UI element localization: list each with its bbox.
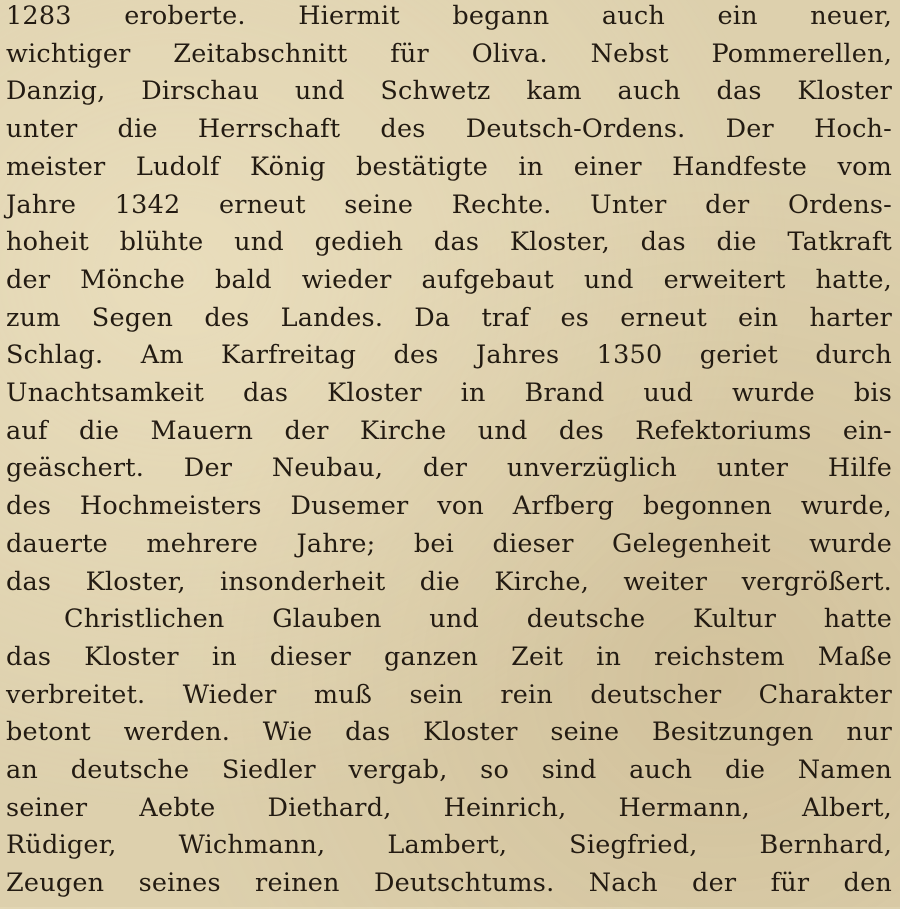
text-line-13: geäschert. Der Neubau, der unverzüglich unter Hilfe (6, 453, 892, 484)
text-line-1: 1283 eroberte. Hiermit begann auch ein neuer, (6, 1, 892, 31)
text-line-5: meister Ludolf König bestätigte in einer Handfeste vom (6, 151, 892, 182)
text-line-3: Danzig, Dirschau und Schwetz kam auch das Kloster (6, 76, 892, 107)
text-line-12: auf die Mauern der Kirche und des Refektoriums ein- (6, 415, 892, 446)
text-line-14: des Hochmeisters Dusemer von Arfberg begonnen wurde, (6, 491, 892, 522)
text-line-10: Schlag. Am Karfreitag des Jahres 1350 geriet durch (6, 340, 892, 371)
text-line-21: an deutsche Siedler vergab, so sind auch die Namen (6, 755, 892, 785)
text-line-16: das Kloster, insonderheit die Kirche, weiter vergrößert. (6, 566, 892, 597)
text-line-19: verbreitet. Wieder muß sein rein deutscher Charakter (6, 679, 892, 710)
text-line-20: betont werden. Wie das Kloster seine Besitzungen nur (6, 717, 892, 748)
text-line-2: wichtiger Zeitabschnitt für Oliva. Nebst Pommerellen, (6, 38, 892, 69)
text-line-6: Jahre 1342 erneut seine Rechte. Unter der Ordens- (6, 189, 892, 220)
text-line-23: Rüdiger, Wichmann, Lambert, Siegfried, Bernhard, (6, 830, 892, 861)
text-line-15: dauerte mehrere Jahre; bei dieser Gelegenheit wurde (6, 528, 892, 559)
text-line-18: das Kloster in dieser ganzen Zeit in reichstem Maße (6, 641, 892, 672)
text-line-4: unter die Herrschaft des Deutsch-Ordens. Der Hoch- (6, 114, 892, 145)
text-line-22: seiner Aebte Diethard, Heinrich, Hermann, Albert, (6, 792, 892, 823)
text-line-7: hoheit blühte und gedieh das Kloster, das die Tatkraft (6, 227, 892, 258)
text-line-24: Zeugen seines reinen Deutschtums. Nach der für den (6, 868, 892, 899)
text-line-8: der Mönche bald wieder aufgebaut und erweitert hatte, (6, 264, 892, 295)
paragraph-start-line: Christlichen Glauben und deutsche Kultur hatte (64, 604, 892, 635)
text-line-11: Unachtsamkeit das Kloster in Brand uud wurde bis (6, 378, 892, 408)
newspaper-column (6, 0, 892, 909)
text-line-9: zum Segen des Landes. Da traf es erneut ein harter (6, 302, 892, 333)
